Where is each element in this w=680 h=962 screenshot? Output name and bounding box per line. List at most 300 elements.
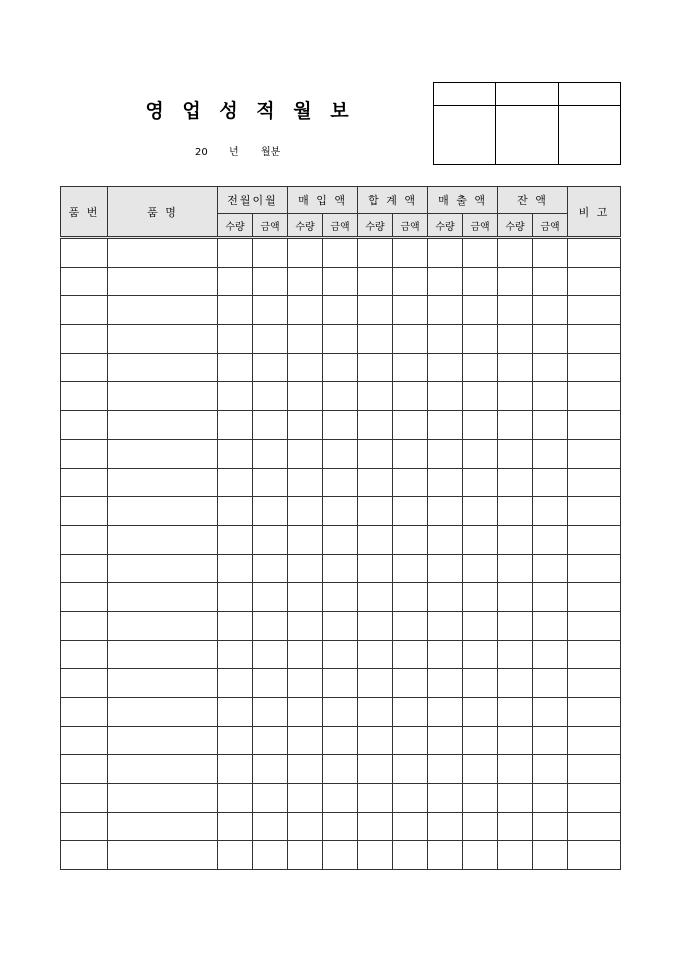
table-cell bbox=[568, 554, 621, 583]
table-cell bbox=[61, 296, 108, 325]
table-cell bbox=[253, 583, 288, 612]
table-cell bbox=[358, 755, 393, 784]
table-cell bbox=[253, 497, 288, 526]
table-cell bbox=[463, 755, 498, 784]
table-cell bbox=[253, 812, 288, 841]
table-cell bbox=[288, 726, 323, 755]
table-cell bbox=[253, 238, 288, 268]
table-cell bbox=[498, 841, 533, 870]
table-cell bbox=[428, 468, 463, 497]
table-cell bbox=[498, 554, 533, 583]
table-cell bbox=[358, 468, 393, 497]
table-cell bbox=[61, 812, 108, 841]
table-cell bbox=[323, 267, 358, 296]
table-cell bbox=[428, 784, 463, 813]
table-cell bbox=[428, 669, 463, 698]
table-cell bbox=[323, 468, 358, 497]
table-cell bbox=[253, 755, 288, 784]
table-cell bbox=[393, 611, 428, 640]
table-cell bbox=[253, 784, 288, 813]
table-cell bbox=[358, 669, 393, 698]
table-cell bbox=[323, 353, 358, 382]
table-cell bbox=[498, 812, 533, 841]
table-cell bbox=[533, 669, 568, 698]
table-cell bbox=[568, 841, 621, 870]
table-cell bbox=[218, 382, 253, 411]
table-cell bbox=[108, 611, 218, 640]
table-cell bbox=[218, 640, 253, 669]
table-cell bbox=[61, 238, 108, 268]
table-cell bbox=[61, 382, 108, 411]
table-cell bbox=[108, 382, 218, 411]
table-cell bbox=[218, 669, 253, 698]
approval-sign-cell bbox=[434, 106, 496, 165]
table-cell bbox=[288, 554, 323, 583]
table-cell bbox=[288, 755, 323, 784]
month-unit: 월분 bbox=[261, 147, 281, 158]
table-cell bbox=[358, 325, 393, 354]
table-cell bbox=[393, 698, 428, 727]
table-cell bbox=[568, 698, 621, 727]
table-cell bbox=[358, 497, 393, 526]
table-cell bbox=[533, 325, 568, 354]
table-cell bbox=[323, 554, 358, 583]
table-cell bbox=[428, 812, 463, 841]
table-cell bbox=[533, 583, 568, 612]
table-cell bbox=[533, 439, 568, 468]
subheader-amount: 금액 bbox=[393, 214, 428, 238]
table-cell bbox=[253, 411, 288, 440]
table-cell bbox=[393, 267, 428, 296]
table-cell bbox=[498, 497, 533, 526]
table-cell bbox=[568, 525, 621, 554]
approval-title-cell bbox=[558, 83, 620, 106]
header-purchases: 매 입 액 bbox=[288, 187, 358, 214]
table-cell bbox=[358, 841, 393, 870]
table-row bbox=[61, 611, 621, 640]
table-row bbox=[61, 439, 621, 468]
form-title: 영 업 성 적 월 보 bbox=[145, 100, 355, 122]
table-cell bbox=[323, 841, 358, 870]
table-cell bbox=[393, 439, 428, 468]
table-cell bbox=[288, 267, 323, 296]
table-cell bbox=[218, 439, 253, 468]
table-cell bbox=[61, 325, 108, 354]
table-cell bbox=[428, 267, 463, 296]
table-cell bbox=[218, 755, 253, 784]
table-cell bbox=[218, 554, 253, 583]
table-cell bbox=[218, 468, 253, 497]
header-item-no: 품 번 bbox=[61, 187, 108, 238]
table-cell bbox=[393, 640, 428, 669]
table-cell bbox=[218, 497, 253, 526]
table-cell bbox=[463, 583, 498, 612]
table-cell bbox=[428, 726, 463, 755]
table-cell bbox=[393, 353, 428, 382]
table-cell bbox=[568, 411, 621, 440]
table-cell bbox=[568, 640, 621, 669]
subheader-amount: 금액 bbox=[463, 214, 498, 238]
table-cell bbox=[108, 755, 218, 784]
table-cell bbox=[498, 325, 533, 354]
table-cell bbox=[323, 812, 358, 841]
table-cell bbox=[108, 353, 218, 382]
table-cell bbox=[533, 267, 568, 296]
table-cell bbox=[288, 296, 323, 325]
table-row bbox=[61, 640, 621, 669]
table-cell bbox=[108, 267, 218, 296]
table-cell bbox=[61, 554, 108, 583]
table-row bbox=[61, 812, 621, 841]
table-row bbox=[61, 325, 621, 354]
table-cell bbox=[428, 611, 463, 640]
table-cell bbox=[463, 267, 498, 296]
approval-sign-cell bbox=[558, 106, 620, 165]
table-cell bbox=[393, 669, 428, 698]
table-cell bbox=[253, 296, 288, 325]
table-row bbox=[61, 497, 621, 526]
table-cell bbox=[498, 267, 533, 296]
table-cell bbox=[463, 812, 498, 841]
table-cell bbox=[358, 812, 393, 841]
table-cell bbox=[533, 755, 568, 784]
table-cell bbox=[218, 698, 253, 727]
header-sales: 매 출 액 bbox=[428, 187, 498, 214]
table-cell bbox=[533, 296, 568, 325]
table-cell bbox=[428, 382, 463, 411]
table-cell bbox=[323, 382, 358, 411]
table-cell bbox=[61, 353, 108, 382]
header-carried-forward: 전월이월 bbox=[218, 187, 288, 214]
table-cell bbox=[323, 640, 358, 669]
table-row bbox=[61, 784, 621, 813]
table-cell bbox=[253, 325, 288, 354]
approval-title-cell bbox=[434, 83, 496, 106]
header-remarks: 비 고 bbox=[568, 187, 621, 238]
header-item-name: 품 명 bbox=[108, 187, 218, 238]
table-cell bbox=[533, 554, 568, 583]
table-cell bbox=[568, 669, 621, 698]
table-cell bbox=[288, 525, 323, 554]
table-cell bbox=[393, 497, 428, 526]
table-cell bbox=[61, 669, 108, 698]
table-cell bbox=[568, 439, 621, 468]
table-cell bbox=[358, 640, 393, 669]
approval-sign-cell bbox=[496, 106, 558, 165]
table-cell bbox=[288, 841, 323, 870]
table-cell bbox=[108, 669, 218, 698]
table-cell bbox=[568, 325, 621, 354]
table-cell bbox=[498, 411, 533, 440]
table-cell bbox=[428, 497, 463, 526]
table-cell bbox=[533, 611, 568, 640]
table-cell bbox=[61, 726, 108, 755]
table-cell bbox=[61, 611, 108, 640]
table-cell bbox=[288, 382, 323, 411]
table-cell bbox=[218, 583, 253, 612]
table-cell bbox=[533, 382, 568, 411]
table-cell bbox=[568, 353, 621, 382]
table-cell bbox=[498, 439, 533, 468]
table-cell bbox=[393, 755, 428, 784]
table-cell bbox=[498, 238, 533, 268]
table-cell bbox=[323, 325, 358, 354]
table-cell bbox=[61, 583, 108, 612]
table-cell bbox=[533, 698, 568, 727]
table-cell bbox=[358, 525, 393, 554]
table-cell bbox=[253, 669, 288, 698]
table-cell bbox=[288, 411, 323, 440]
table-cell bbox=[108, 583, 218, 612]
table-cell bbox=[428, 841, 463, 870]
table-cell bbox=[218, 325, 253, 354]
table-cell bbox=[108, 238, 218, 268]
table-cell bbox=[498, 640, 533, 669]
table-cell bbox=[428, 353, 463, 382]
table-cell bbox=[428, 554, 463, 583]
table-cell bbox=[463, 325, 498, 354]
subheader-quantity: 수량 bbox=[218, 214, 253, 238]
table-cell bbox=[358, 267, 393, 296]
table-cell bbox=[428, 296, 463, 325]
table-cell bbox=[253, 525, 288, 554]
table-cell bbox=[288, 583, 323, 612]
table-cell bbox=[358, 411, 393, 440]
table-cell bbox=[358, 784, 393, 813]
table-cell bbox=[253, 554, 288, 583]
table-cell bbox=[568, 497, 621, 526]
table-cell bbox=[218, 238, 253, 268]
table-cell bbox=[108, 296, 218, 325]
report-period bbox=[195, 143, 280, 158]
table-cell bbox=[108, 726, 218, 755]
table-cell bbox=[108, 497, 218, 526]
table-cell bbox=[358, 554, 393, 583]
table-cell bbox=[463, 554, 498, 583]
table-cell bbox=[288, 353, 323, 382]
subheader-amount: 금액 bbox=[533, 214, 568, 238]
table-cell bbox=[61, 841, 108, 870]
table-cell bbox=[323, 583, 358, 612]
table-cell bbox=[253, 353, 288, 382]
table-row bbox=[61, 554, 621, 583]
table-cell bbox=[463, 698, 498, 727]
table-cell bbox=[323, 497, 358, 526]
table-row bbox=[61, 726, 621, 755]
table-cell bbox=[253, 439, 288, 468]
table-cell bbox=[218, 784, 253, 813]
table-cell bbox=[463, 382, 498, 411]
table-cell bbox=[533, 238, 568, 268]
subheader-amount: 금액 bbox=[253, 214, 288, 238]
header-row bbox=[61, 187, 621, 214]
table-cell bbox=[393, 812, 428, 841]
table-cell bbox=[568, 583, 621, 612]
table-cell bbox=[288, 497, 323, 526]
table-row bbox=[61, 468, 621, 497]
table-cell bbox=[498, 755, 533, 784]
approval-box bbox=[433, 82, 621, 165]
header-total: 합 계 액 bbox=[358, 187, 428, 214]
table-cell bbox=[108, 468, 218, 497]
table-cell bbox=[358, 611, 393, 640]
table-cell bbox=[463, 296, 498, 325]
table-cell bbox=[393, 468, 428, 497]
table-cell bbox=[218, 267, 253, 296]
table-cell bbox=[108, 812, 218, 841]
table-cell bbox=[253, 468, 288, 497]
table-cell bbox=[253, 267, 288, 296]
table-cell bbox=[393, 325, 428, 354]
table-cell bbox=[463, 497, 498, 526]
table-cell bbox=[463, 611, 498, 640]
table-row bbox=[61, 267, 621, 296]
table-cell bbox=[323, 784, 358, 813]
table-cell bbox=[358, 439, 393, 468]
table-cell bbox=[533, 640, 568, 669]
table-row bbox=[61, 669, 621, 698]
table-cell bbox=[393, 525, 428, 554]
table-row bbox=[61, 353, 621, 382]
table-cell bbox=[108, 841, 218, 870]
table-cell bbox=[253, 726, 288, 755]
table-cell bbox=[108, 554, 218, 583]
approval-sign-row bbox=[434, 106, 621, 165]
table-cell bbox=[498, 468, 533, 497]
table-cell bbox=[463, 784, 498, 813]
table-cell bbox=[108, 525, 218, 554]
table-cell bbox=[428, 411, 463, 440]
table-cell bbox=[358, 382, 393, 411]
table-cell bbox=[288, 812, 323, 841]
table-cell bbox=[428, 238, 463, 268]
subheader-quantity: 수량 bbox=[498, 214, 533, 238]
table-cell bbox=[108, 698, 218, 727]
table-cell bbox=[393, 726, 428, 755]
table-cell bbox=[358, 698, 393, 727]
table-cell bbox=[568, 382, 621, 411]
subheader-quantity: 수량 bbox=[428, 214, 463, 238]
table-cell bbox=[323, 238, 358, 268]
table-cell bbox=[568, 267, 621, 296]
table-cell bbox=[498, 583, 533, 612]
table-cell bbox=[61, 439, 108, 468]
table-cell bbox=[218, 525, 253, 554]
table-cell bbox=[498, 784, 533, 813]
table-row bbox=[61, 238, 621, 268]
table-cell bbox=[463, 439, 498, 468]
table-cell bbox=[393, 411, 428, 440]
table-cell bbox=[61, 497, 108, 526]
table-cell bbox=[61, 640, 108, 669]
table-cell bbox=[568, 812, 621, 841]
approval-title-cell bbox=[496, 83, 558, 106]
table-cell bbox=[533, 353, 568, 382]
table-cell bbox=[253, 698, 288, 727]
table-cell bbox=[253, 611, 288, 640]
table-cell bbox=[393, 554, 428, 583]
table-cell bbox=[568, 726, 621, 755]
year-unit: 년 bbox=[229, 147, 239, 158]
table-cell bbox=[218, 726, 253, 755]
table-cell bbox=[533, 784, 568, 813]
table-cell bbox=[568, 611, 621, 640]
subheader-amount: 금액 bbox=[323, 214, 358, 238]
table-cell bbox=[533, 468, 568, 497]
table-row bbox=[61, 296, 621, 325]
table-cell bbox=[568, 238, 621, 268]
table-cell bbox=[61, 784, 108, 813]
table-cell bbox=[568, 755, 621, 784]
table-cell bbox=[393, 784, 428, 813]
table-cell bbox=[463, 640, 498, 669]
table-row bbox=[61, 382, 621, 411]
table-cell bbox=[288, 698, 323, 727]
table-row bbox=[61, 755, 621, 784]
table-cell bbox=[428, 325, 463, 354]
table-cell bbox=[498, 296, 533, 325]
table-cell bbox=[61, 698, 108, 727]
table-cell bbox=[288, 611, 323, 640]
table-cell bbox=[498, 726, 533, 755]
table-cell bbox=[323, 726, 358, 755]
table-cell bbox=[463, 525, 498, 554]
table-cell bbox=[323, 669, 358, 698]
table-cell bbox=[393, 238, 428, 268]
table-cell bbox=[428, 698, 463, 727]
table-cell bbox=[218, 812, 253, 841]
table-cell bbox=[323, 411, 358, 440]
table-cell bbox=[61, 525, 108, 554]
table-cell bbox=[323, 755, 358, 784]
table-cell bbox=[463, 468, 498, 497]
table-cell bbox=[498, 698, 533, 727]
table-cell bbox=[358, 726, 393, 755]
table-row bbox=[61, 698, 621, 727]
table-cell bbox=[533, 497, 568, 526]
table-cell bbox=[498, 382, 533, 411]
table-cell bbox=[323, 439, 358, 468]
table-cell bbox=[393, 382, 428, 411]
table-cell bbox=[463, 841, 498, 870]
table-cell bbox=[218, 841, 253, 870]
table-cell bbox=[288, 468, 323, 497]
table-cell bbox=[358, 296, 393, 325]
table-cell bbox=[288, 238, 323, 268]
table-cell bbox=[463, 726, 498, 755]
table-cell bbox=[568, 296, 621, 325]
table-row bbox=[61, 525, 621, 554]
table-cell bbox=[253, 841, 288, 870]
table-cell bbox=[288, 640, 323, 669]
table-cell bbox=[533, 411, 568, 440]
table-cell bbox=[61, 267, 108, 296]
table-cell bbox=[428, 583, 463, 612]
table-cell bbox=[498, 611, 533, 640]
table-cell bbox=[463, 353, 498, 382]
table-row bbox=[61, 841, 621, 870]
table-cell bbox=[61, 755, 108, 784]
table-cell bbox=[108, 411, 218, 440]
table-cell bbox=[393, 583, 428, 612]
approval-header-row bbox=[434, 83, 621, 106]
table-cell bbox=[533, 726, 568, 755]
table-cell bbox=[108, 439, 218, 468]
table-cell bbox=[323, 525, 358, 554]
subheader-quantity: 수량 bbox=[288, 214, 323, 238]
sales-report-table bbox=[60, 186, 621, 870]
table-cell bbox=[61, 411, 108, 440]
